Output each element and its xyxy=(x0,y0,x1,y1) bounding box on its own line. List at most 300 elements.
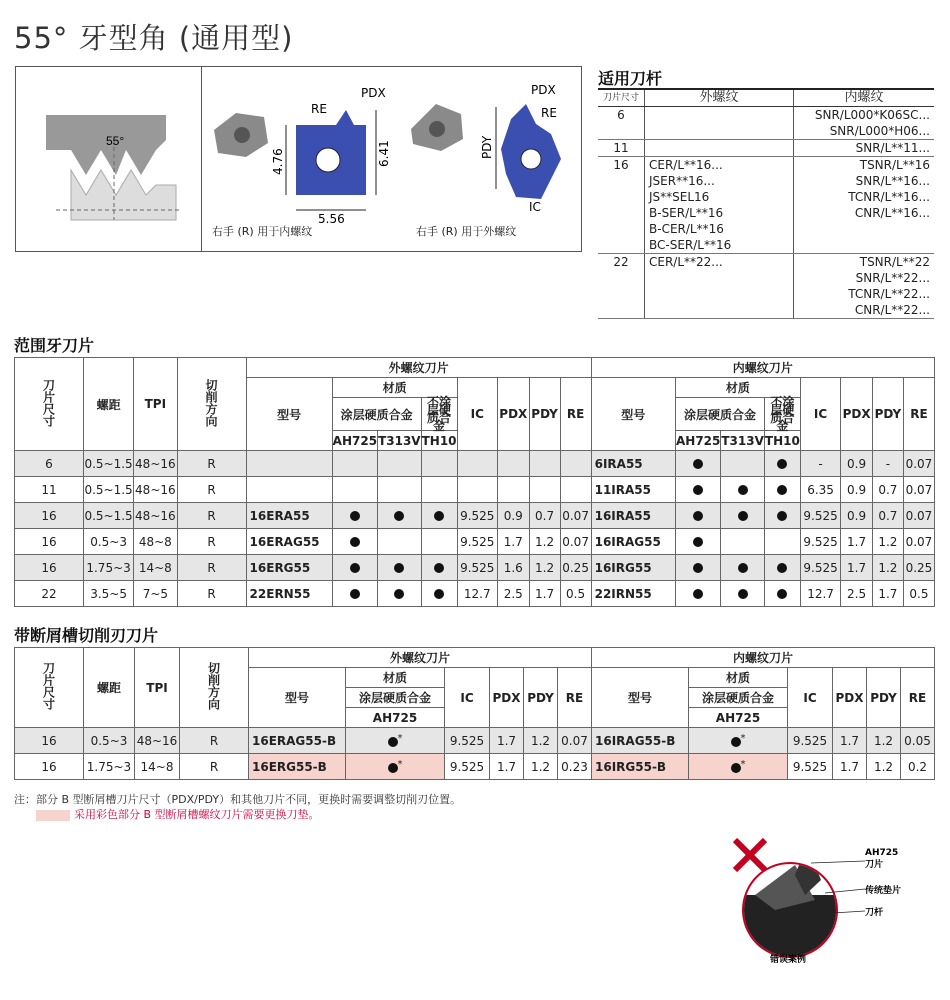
ext-th10-cell xyxy=(421,581,457,607)
holders-header-int: 内螺纹 xyxy=(794,89,935,107)
int-model-cell: 6IRA55 xyxy=(591,451,675,477)
dir-cell: R xyxy=(177,503,246,529)
holder-row xyxy=(598,157,934,174)
right-pdx-label: PDX xyxy=(531,83,556,97)
holder-int: SNR/L**11... xyxy=(794,140,935,157)
range-h-ext-g2: T313V xyxy=(378,431,422,451)
ext-pdy-cell: 1.7 xyxy=(529,581,560,607)
holder-int: SNR/L**16... xyxy=(855,174,930,188)
ext-re-cell: 0.23 xyxy=(558,754,592,780)
thread-profile-diagram xyxy=(36,95,186,225)
star-mark: * xyxy=(740,758,746,770)
int-pdx-cell: 0.9 xyxy=(841,477,873,503)
left-w-label: 5.56 xyxy=(318,212,345,225)
dot-icon xyxy=(777,589,787,599)
int-re-cell: 0.2 xyxy=(901,754,935,780)
holder-int: TCNR/L**22... xyxy=(848,287,930,301)
holder-int xyxy=(794,221,935,237)
chip-row xyxy=(15,754,935,780)
holder-row xyxy=(598,140,934,157)
int-pdx-cell: 0.9 xyxy=(841,503,873,529)
ext-pdx-cell: 0.9 xyxy=(497,503,529,529)
range-h-dir: 切削方向 xyxy=(177,358,246,451)
tpi-cell: 48~16 xyxy=(134,477,177,503)
int-pdy-cell: - xyxy=(872,451,903,477)
chip-h-tpi: TPI xyxy=(135,648,180,728)
dot-icon xyxy=(350,511,360,521)
note-1: 注：部分 B 型断屑槽刀片尺寸（PDX/PDY）和其他刀片不同，更换时需要调整切削刃位置。 xyxy=(14,793,462,806)
range-h-int-uncoat: 不涂层硬质合金 xyxy=(764,398,800,431)
chip-h-int-g1: AH725 xyxy=(689,708,788,728)
int-th10-cell xyxy=(764,503,800,529)
holder-ext: B-CER/L**16 xyxy=(645,221,794,237)
chip-h-ext-re: RE xyxy=(558,668,592,728)
ext-model-cell: 16ERAG55-B xyxy=(249,728,346,754)
holder-size xyxy=(598,286,645,302)
dot-icon xyxy=(731,763,741,773)
ext-ic-cell xyxy=(457,477,497,503)
dot-icon xyxy=(394,589,404,599)
label-holder: 刀杆 xyxy=(865,908,884,918)
dot-icon xyxy=(738,485,748,495)
pitch-cell: 1.75~3 xyxy=(84,754,135,780)
ext-pdx-cell: 1.7 xyxy=(490,754,524,780)
ext-th10-cell xyxy=(421,477,457,503)
dot-icon xyxy=(693,589,703,599)
holder-ext xyxy=(645,302,794,319)
pitch-cell: 3.5~5 xyxy=(84,581,134,607)
holder-int: CNR/L**16... xyxy=(854,206,930,220)
page-title: 55° 牙型角 (通用型) xyxy=(14,21,294,55)
pitch-cell: 0.5~1.5 xyxy=(84,451,134,477)
dot-icon xyxy=(693,537,703,547)
chip-h-ext-pdx: PDX xyxy=(490,668,524,728)
holder-int: TCNR/L**16... xyxy=(848,190,930,204)
ext-re-cell: 0.07 xyxy=(560,529,591,555)
range-h-int-g3: TH10 xyxy=(764,431,800,451)
left-insert-caption: 右手 (R) 用于内螺纹 xyxy=(212,225,313,238)
range-h-int-ic: IC xyxy=(800,378,840,451)
dir-cell: R xyxy=(177,477,246,503)
size-cell: 6 xyxy=(15,451,84,477)
ext-t313v-cell xyxy=(378,555,422,581)
chip-h-int-ic: IC xyxy=(788,668,833,728)
int-model-cell: 11IRA55 xyxy=(591,477,675,503)
holder-row xyxy=(598,189,934,205)
ext-pdx-cell xyxy=(497,477,529,503)
chip-h-dir: 切削方向 xyxy=(180,648,249,728)
holders-header-size: 刀片尺寸 xyxy=(598,89,645,107)
range-h-ext: 外螺纹刀片 xyxy=(246,358,591,378)
holder-ext: B-SER/L**16 xyxy=(645,205,794,221)
ext-ic-cell: 9.525 xyxy=(457,555,497,581)
dot-icon xyxy=(350,537,360,547)
pitch-cell: 1.75~3 xyxy=(84,555,134,581)
dot-icon xyxy=(731,737,741,747)
holder-size: 6 xyxy=(598,107,645,124)
holder-size xyxy=(598,270,645,286)
ext-ah725-cell xyxy=(332,451,377,477)
range-h-int-pdy: PDY xyxy=(872,378,903,451)
int-ic-cell: 12.7 xyxy=(800,581,840,607)
range-row xyxy=(15,581,935,607)
int-re-cell: 0.07 xyxy=(903,503,934,529)
size-cell: 16 xyxy=(15,555,84,581)
ext-t313v-cell xyxy=(378,581,422,607)
chip-table xyxy=(14,647,935,780)
holder-ext: CER/L**22... xyxy=(645,254,794,271)
holder-size: 22 xyxy=(598,254,645,271)
int-t313v-cell xyxy=(721,555,765,581)
ext-pdy-cell: 1.2 xyxy=(529,555,560,581)
range-row xyxy=(15,477,935,503)
int-pdy-cell: 1.7 xyxy=(872,581,903,607)
range-h-ext-mat: 材质 xyxy=(332,378,457,398)
holder-ext xyxy=(645,107,794,124)
range-table xyxy=(14,357,935,607)
ext-ic-cell xyxy=(457,451,497,477)
range-h-int-g2: T313V xyxy=(721,431,765,451)
label-insert: 刀片 xyxy=(865,860,884,870)
ext-t313v-cell xyxy=(378,529,422,555)
range-h-int-pdx: PDX xyxy=(841,378,873,451)
holder-row xyxy=(598,254,934,271)
ext-re-cell: 0.07 xyxy=(560,503,591,529)
int-model-cell: 16IRG55 xyxy=(591,555,675,581)
int-pdx-cell: 1.7 xyxy=(833,728,867,754)
diagram-frame xyxy=(15,66,582,252)
right-pdy-label: PDY xyxy=(480,135,494,159)
int-model-cell: 22IRN55 xyxy=(591,581,675,607)
chip-h-int-mat: 材质 xyxy=(689,668,788,688)
size-cell: 22 xyxy=(15,581,84,607)
ext-t313v-cell xyxy=(378,477,422,503)
range-h-int-coat: 涂层硬质合金 xyxy=(675,398,764,431)
ext-pdx-cell: 1.7 xyxy=(497,529,529,555)
holder-row xyxy=(598,237,934,254)
chip-h-ext-pdy: PDY xyxy=(524,668,558,728)
ext-ah725-cell xyxy=(346,728,445,754)
holder-size xyxy=(598,189,645,205)
ext-pdy-cell xyxy=(529,477,560,503)
chip-h-int-re: RE xyxy=(901,668,935,728)
star-mark: * xyxy=(740,732,746,744)
holder-int: SNR/L**22... xyxy=(855,271,930,285)
pitch-cell: 0.5~3 xyxy=(84,529,134,555)
holder-ext: JSER**16... xyxy=(645,173,794,189)
holder-int xyxy=(794,237,935,254)
ext-re-cell xyxy=(560,477,591,503)
pink-swatch xyxy=(36,810,70,821)
left-h1-label: 4.76 xyxy=(271,148,285,175)
ext-pdy-cell xyxy=(529,451,560,477)
external-insert-diagram xyxy=(401,79,576,219)
holder-size: 16 xyxy=(598,157,645,174)
ext-model-cell: 22ERN55 xyxy=(246,581,332,607)
range-h-ext-re: RE xyxy=(560,378,591,451)
int-ah725-cell xyxy=(675,555,720,581)
holders-table xyxy=(598,88,934,319)
pitch-cell: 0.5~3 xyxy=(84,728,135,754)
ext-ah725-cell xyxy=(332,581,377,607)
chip-h-int-pdy: PDY xyxy=(867,668,901,728)
dot-icon xyxy=(350,589,360,599)
chip-h-int: 内螺纹刀片 xyxy=(592,648,935,668)
int-t313v-cell xyxy=(721,581,765,607)
int-th10-cell xyxy=(764,477,800,503)
holder-row xyxy=(598,107,934,124)
ext-ic-cell: 9.525 xyxy=(457,529,497,555)
int-model-cell: 16IRAG55-B xyxy=(592,728,689,754)
ext-th10-cell xyxy=(421,529,457,555)
int-re-cell: 0.25 xyxy=(903,555,934,581)
holder-size xyxy=(598,123,645,140)
left-pdx-label: PDX xyxy=(361,86,386,100)
ext-t313v-cell xyxy=(378,451,422,477)
ext-model-cell: 16ERG55 xyxy=(246,555,332,581)
holder-int: SNR/L000*H06... xyxy=(794,123,935,140)
ext-re-cell: 0.25 xyxy=(560,555,591,581)
size-cell: 16 xyxy=(15,529,84,555)
tpi-cell: 48~16 xyxy=(134,503,177,529)
range-h-ext-uncoat: 不涂层硬质合金 xyxy=(421,398,457,431)
tpi-cell: 48~16 xyxy=(134,451,177,477)
dot-icon xyxy=(777,459,787,469)
dot-icon xyxy=(350,563,360,573)
range-row xyxy=(15,529,935,555)
int-model-cell: 16IRAG55 xyxy=(591,529,675,555)
tpi-cell: 14~8 xyxy=(134,555,177,581)
int-ic-cell: - xyxy=(800,451,840,477)
holder-row xyxy=(598,286,934,302)
dot-icon xyxy=(738,511,748,521)
int-ah725-cell xyxy=(675,451,720,477)
int-ah725-cell xyxy=(675,581,720,607)
int-re-cell: 0.5 xyxy=(903,581,934,607)
dir-cell: R xyxy=(177,581,246,607)
holder-size xyxy=(598,221,645,237)
chip-h-ext-mat: 材质 xyxy=(346,668,445,688)
range-h-ext-pdx: PDX xyxy=(497,378,529,451)
ext-ic-cell: 9.525 xyxy=(457,503,497,529)
int-pdx-cell: 0.9 xyxy=(841,451,873,477)
frame-divider xyxy=(201,67,202,251)
chip-h-ext: 外螺纹刀片 xyxy=(249,648,592,668)
int-re-cell: 0.07 xyxy=(903,529,934,555)
dot-icon xyxy=(394,511,404,521)
chip-h-ext-coat: 涂层硬质合金 xyxy=(346,688,445,708)
left-h2-label: 6.41 xyxy=(377,140,391,167)
chip-h-pitch: 螺距 xyxy=(84,648,135,728)
dot-icon xyxy=(434,563,444,573)
holder-row xyxy=(598,173,934,189)
chip-h-int-pdx: PDX xyxy=(833,668,867,728)
int-pdx-cell: 2.5 xyxy=(841,581,873,607)
holder-int: SNR/L000*K06SC... xyxy=(814,108,930,122)
int-model-cell: 16IRG55-B xyxy=(592,754,689,780)
int-ah725-cell xyxy=(689,754,788,780)
holder-ext xyxy=(645,270,794,286)
holder-int: TSNR/L**16 xyxy=(859,158,930,172)
ext-pdx-cell: 1.7 xyxy=(490,728,524,754)
ext-model-cell: 16ERG55-B xyxy=(249,754,346,780)
int-pdy-cell: 1.2 xyxy=(867,728,901,754)
range-h-tpi: TPI xyxy=(134,358,177,451)
int-ah725-cell xyxy=(675,529,720,555)
label-wrong-case: 错误案例 xyxy=(770,955,807,965)
range-h-ext-g1: AH725 xyxy=(332,431,377,451)
dir-cell: R xyxy=(177,555,246,581)
ext-ah725-cell xyxy=(332,477,377,503)
size-cell: 16 xyxy=(15,503,84,529)
range-row xyxy=(15,555,935,581)
ext-model-cell: 16ERAG55 xyxy=(246,529,332,555)
range-h-int-g1: AH725 xyxy=(675,431,720,451)
chip-h-int-coat: 涂层硬质合金 xyxy=(689,688,788,708)
int-pdy-cell: 1.2 xyxy=(867,754,901,780)
dot-icon xyxy=(434,511,444,521)
range-row xyxy=(15,503,935,529)
dot-icon xyxy=(777,485,787,495)
ext-ic-cell: 9.525 xyxy=(445,728,490,754)
size-cell: 16 xyxy=(15,754,84,780)
holder-size xyxy=(598,302,645,319)
range-h-ext-pdy: PDY xyxy=(529,378,560,451)
chip-title: 带断屑槽切削刃刀片 xyxy=(14,626,159,645)
chip-h-ext-g1: AH725 xyxy=(346,708,445,728)
dot-icon xyxy=(434,589,444,599)
int-pdx-cell: 1.7 xyxy=(833,754,867,780)
int-re-cell: 0.05 xyxy=(901,728,935,754)
int-pdy-cell: 1.2 xyxy=(872,529,903,555)
ext-model-cell: 16ERA55 xyxy=(246,503,332,529)
dir-cell: R xyxy=(177,451,246,477)
chip-row xyxy=(15,728,935,754)
int-ah725-cell xyxy=(675,503,720,529)
int-pdy-cell: 1.2 xyxy=(872,555,903,581)
dot-icon xyxy=(693,511,703,521)
label-ah725: AH725 xyxy=(865,848,899,858)
holder-row xyxy=(598,270,934,286)
dot-icon xyxy=(693,563,703,573)
ext-ic-cell: 9.525 xyxy=(445,754,490,780)
int-pdy-cell: 0.7 xyxy=(872,503,903,529)
int-ah725-cell xyxy=(675,477,720,503)
right-ic-label: IC xyxy=(529,200,541,214)
int-ic-cell: 9.525 xyxy=(800,503,840,529)
ext-pdy-cell: 1.2 xyxy=(524,728,558,754)
dot-icon xyxy=(777,511,787,521)
holder-row xyxy=(598,205,934,221)
holder-ext xyxy=(645,286,794,302)
ext-pdy-cell: 1.2 xyxy=(524,754,558,780)
star-mark: * xyxy=(397,758,403,770)
dir-cell: R xyxy=(177,529,246,555)
range-h-ext-model: 型号 xyxy=(246,378,332,451)
ext-ah725-cell xyxy=(332,555,377,581)
pitch-cell: 0.5~1.5 xyxy=(84,477,134,503)
ext-re-cell xyxy=(560,451,591,477)
int-model-cell: 16IRA55 xyxy=(591,503,675,529)
int-ah725-cell xyxy=(689,728,788,754)
int-ic-cell: 9.525 xyxy=(800,529,840,555)
holder-size: 11 xyxy=(598,140,645,157)
ext-re-cell: 0.5 xyxy=(560,581,591,607)
holder-size xyxy=(598,205,645,221)
internal-insert-diagram xyxy=(206,85,396,225)
int-th10-cell xyxy=(764,555,800,581)
int-th10-cell xyxy=(764,451,800,477)
range-h-size: 刀片尺寸 xyxy=(15,358,84,451)
ext-ah725-cell xyxy=(332,529,377,555)
dot-icon xyxy=(394,563,404,573)
range-h-ext-coat: 涂层硬质合金 xyxy=(332,398,421,431)
ext-model-cell xyxy=(246,451,332,477)
holders-title: 适用刀杆 xyxy=(598,69,663,88)
holder-int: TSNR/L**22 xyxy=(859,255,930,269)
int-ic-cell: 9.525 xyxy=(788,754,833,780)
ext-model-cell xyxy=(246,477,332,503)
int-t313v-cell xyxy=(721,503,765,529)
ext-ah725-cell xyxy=(332,503,377,529)
int-th10-cell xyxy=(764,529,800,555)
angle-label: 55° xyxy=(106,134,125,148)
dir-cell: R xyxy=(180,754,249,780)
size-cell: 11 xyxy=(15,477,84,503)
tpi-cell: 14~8 xyxy=(135,754,180,780)
ext-pdx-cell: 2.5 xyxy=(497,581,529,607)
int-t313v-cell xyxy=(721,477,765,503)
range-h-pitch: 螺距 xyxy=(84,358,134,451)
size-cell: 16 xyxy=(15,728,84,754)
star-mark: * xyxy=(397,732,403,744)
int-re-cell: 0.07 xyxy=(903,451,934,477)
ext-re-cell: 0.07 xyxy=(558,728,592,754)
dot-icon xyxy=(693,459,703,469)
ext-ah725-cell xyxy=(346,754,445,780)
tpi-cell: 48~16 xyxy=(135,728,180,754)
holder-ext: CER/L**16... xyxy=(645,157,794,174)
left-re-label: RE xyxy=(311,102,327,116)
holder-ext: JS**SEL16 xyxy=(645,189,794,205)
int-pdx-cell: 1.7 xyxy=(841,529,873,555)
ext-th10-cell xyxy=(421,555,457,581)
note-2-text: 采用彩色部分 B 型断屑槽螺纹刀片需要更换刀垫。 xyxy=(74,808,320,821)
ext-pdx-cell xyxy=(497,451,529,477)
range-title: 范围牙刀片 xyxy=(14,336,95,355)
holder-int: CNR/L**22... xyxy=(794,302,935,319)
range-h-int-mat: 材质 xyxy=(675,378,800,398)
int-ic-cell: 6.35 xyxy=(800,477,840,503)
holders-header-ext: 外螺纹 xyxy=(645,89,794,107)
int-re-cell: 0.07 xyxy=(903,477,934,503)
ext-pdy-cell: 0.7 xyxy=(529,503,560,529)
ext-t313v-cell xyxy=(378,503,422,529)
ext-ic-cell: 12.7 xyxy=(457,581,497,607)
dot-icon xyxy=(388,737,398,747)
ext-th10-cell xyxy=(421,451,457,477)
right-re-label: RE xyxy=(541,106,557,120)
ext-pdx-cell: 1.6 xyxy=(497,555,529,581)
chip-h-int-model: 型号 xyxy=(592,668,689,728)
int-t313v-cell xyxy=(721,529,765,555)
holder-row xyxy=(598,221,934,237)
holder-ext xyxy=(645,140,794,157)
dot-icon xyxy=(738,563,748,573)
dot-icon xyxy=(693,485,703,495)
ext-pdy-cell: 1.2 xyxy=(529,529,560,555)
range-h-int: 内螺纹刀片 xyxy=(591,358,934,378)
